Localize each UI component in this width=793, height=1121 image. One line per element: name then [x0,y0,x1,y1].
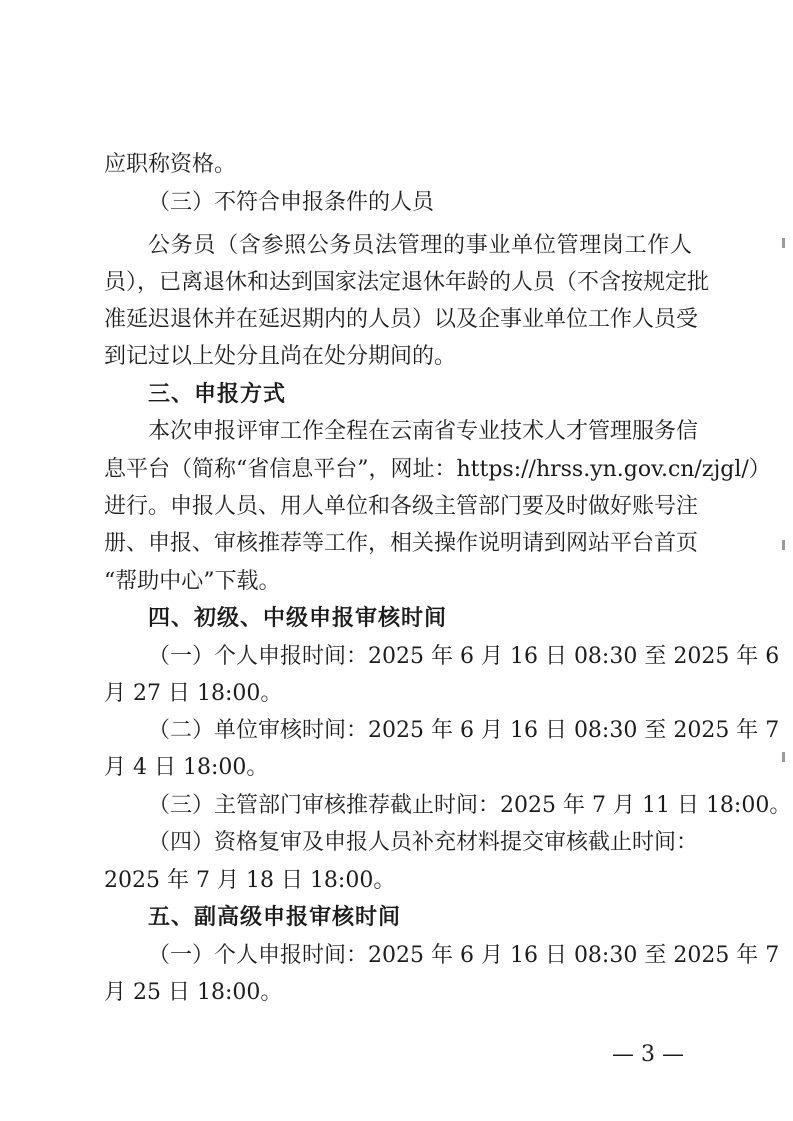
section-heading: 三、申报方式 [148,382,287,407]
paragraph-line: 月 4 日 18:00。 [104,755,269,780]
paragraph-line: 准延迟退休并在延迟期内的人员）以及企事业单位工作人员受 [104,307,699,332]
paragraph-line: 本次申报评审工作全程在云南省专业技术人才管理服务信 [148,419,699,444]
section-heading: 五、副高级申报审核时间 [148,905,402,930]
binding-mark [782,540,785,550]
page-number: — 3 — [612,1042,684,1067]
paragraph-line: 月 27 日 18:00。 [104,681,283,706]
subsection-heading: （三）不符合申报条件的人员 [148,190,435,215]
paragraph-line: （三）主管部门审核推荐截止时间：2025 年 7 月 11 日 18:00。 [148,793,792,818]
text-line: 应职称资格。 [104,152,237,177]
paragraph-line: 公务员（含参照公务员法管理的事业单位管理岗工作人 [148,233,692,258]
paragraph-line: 月 25 日 18:00。 [104,980,283,1005]
paragraph-line: 册、申报、审核推荐等工作，相关操作说明请到网站平台首页 [104,531,699,556]
paragraph-line: “帮助中心”下载。 [104,569,281,594]
paragraph-line: 员），已离退休和达到国家法定退休年龄的人员（不含按规定批 [104,270,710,295]
paragraph-line: （四）资格复审及申报人员补充材料提交审核截止时间： [148,830,699,855]
paragraph-line: （一）个人申报时间：2025 年 6 月 16 日 08:30 至 2025 年 6 [148,644,780,669]
paragraph-line: 2025 年 7 月 18 日 18:00。 [104,868,396,893]
binding-mark [782,238,785,248]
paragraph-line: （二）单位审核时间：2025 年 6 月 16 日 08:30 至 2025 年 7 [148,718,780,743]
paragraph-line: 到记过以上处分且尚在处分期间的。 [104,344,457,369]
paragraph-line: 进行。申报人员、用人单位和各级主管部门要及时做好账号注 [104,494,699,519]
binding-mark [782,752,785,762]
section-heading: 四、初级、中级申报审核时间 [148,606,448,631]
paragraph-line: （一）个人申报时间：2025 年 6 月 16 日 08:30 至 2025 年 7 [148,943,780,968]
paragraph-line: 息平台（简称“省信息平台”，网址：https://hrss.yn.gov.cn/zjgl/） [104,457,771,482]
